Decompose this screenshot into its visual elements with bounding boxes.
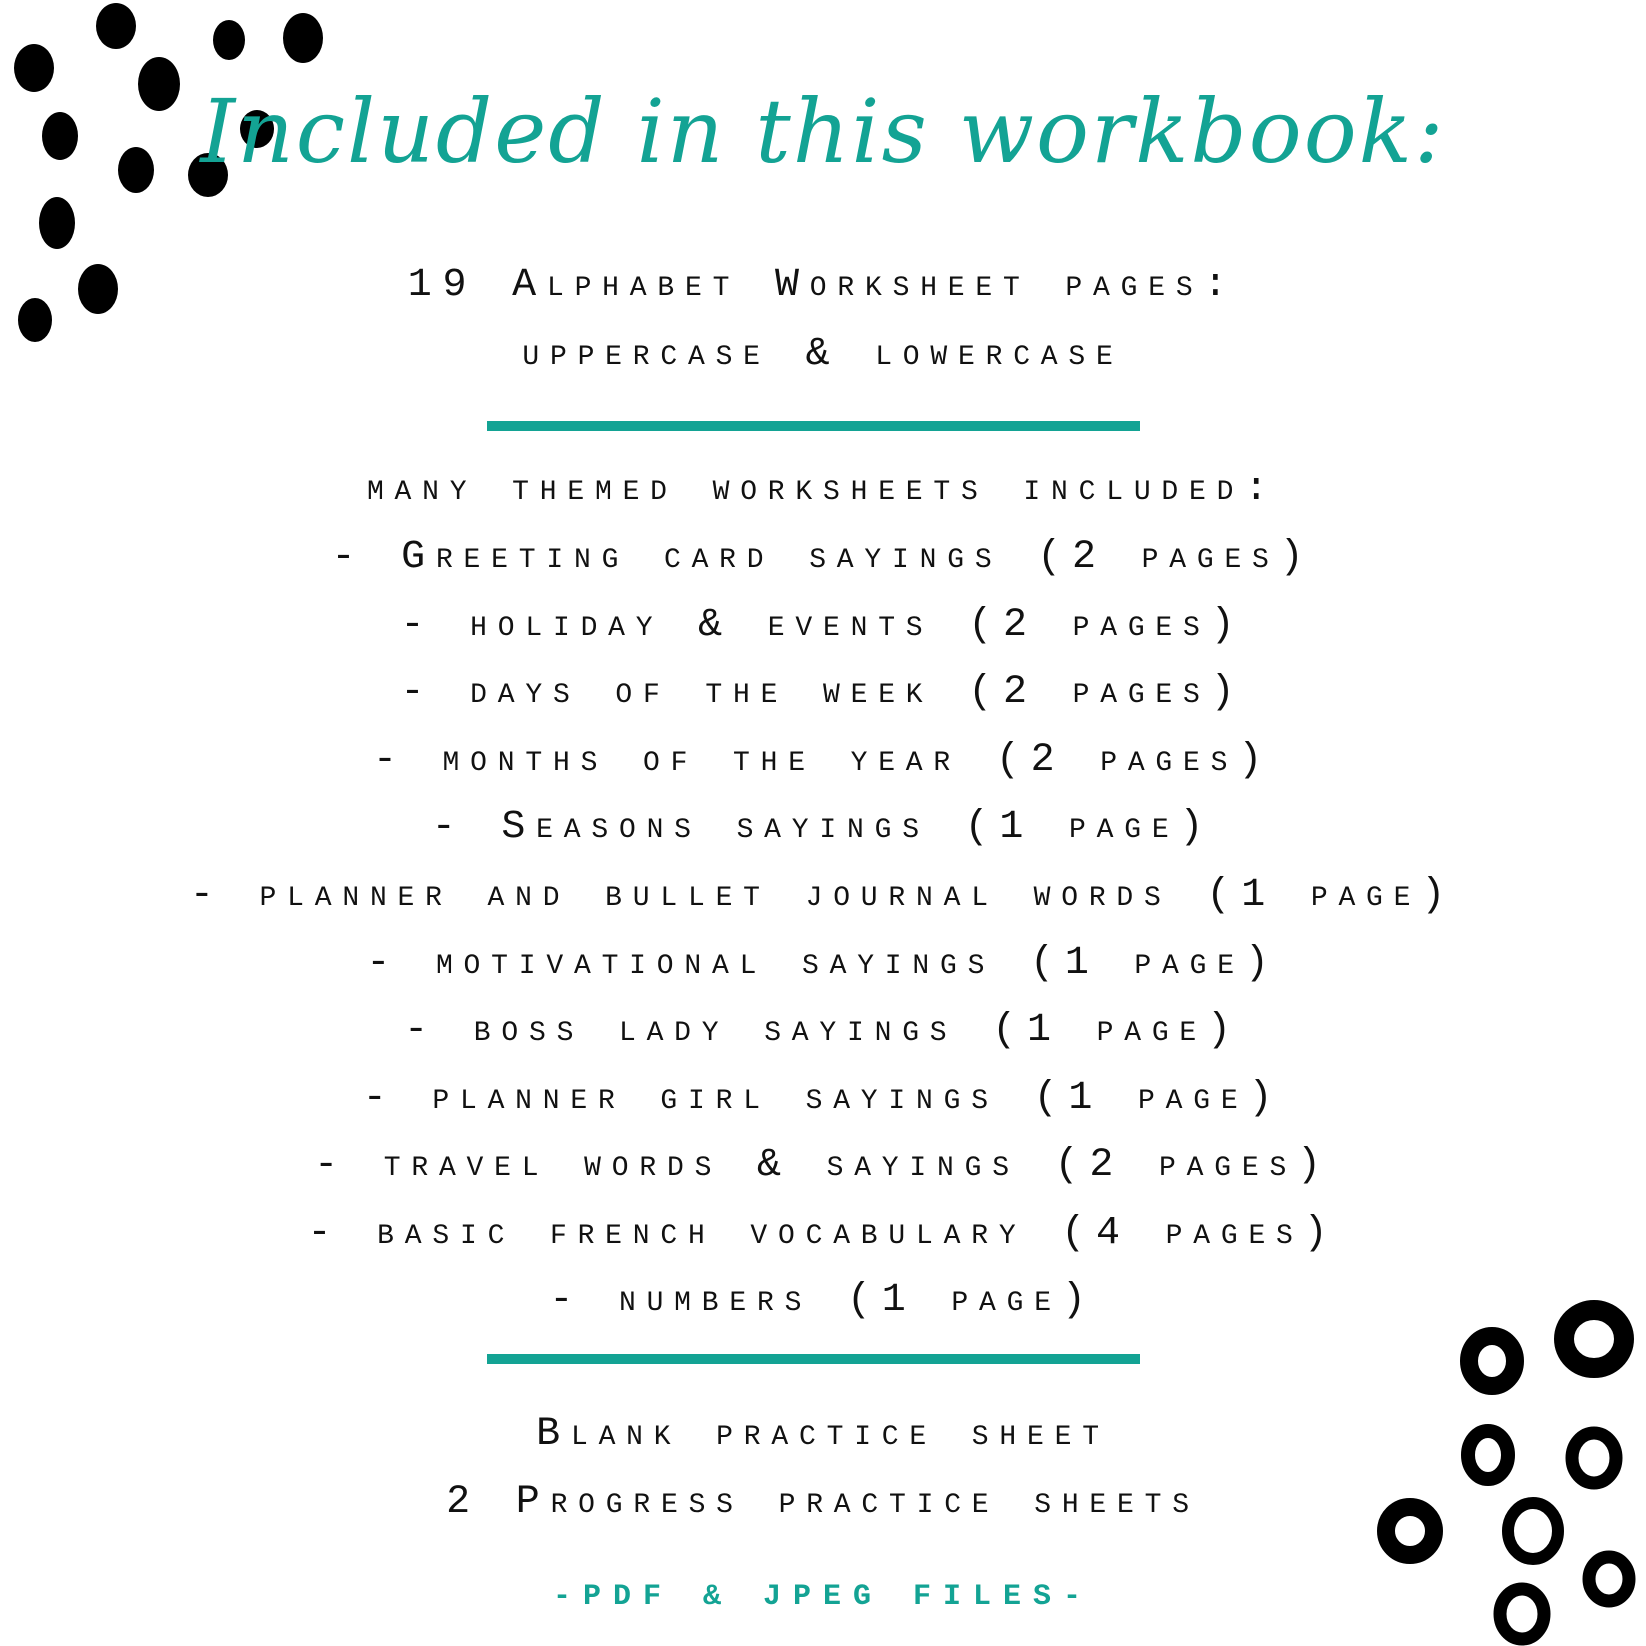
extra-line-2: 2 Progress practice sheets <box>446 1480 1200 1525</box>
themed-item: - planner and bullet journal words (1 page) <box>189 873 1457 918</box>
page-title: Included in this workbook: <box>200 80 1446 183</box>
divider-top <box>487 421 1140 431</box>
themed-item: - days of the week (2 pages) <box>400 670 1246 715</box>
file-formats: -PDF & JPEG FILES- <box>552 1580 1094 1614</box>
themed-item: - basic french vocabulary (4 pages) <box>307 1211 1339 1256</box>
intro-line-1: 19 Alphabet Worksheet pages: <box>407 263 1239 308</box>
divider-bottom <box>487 1354 1140 1364</box>
themed-item: - motivational sayings (1 page) <box>366 941 1280 986</box>
themed-item: - Seasons sayings (1 page) <box>431 805 1215 850</box>
themed-item: - boss lady sayings (1 page) <box>404 1008 1242 1053</box>
extra-line-1: Blank practice sheet <box>536 1412 1110 1457</box>
themed-item: - planner girl sayings (1 page) <box>362 1076 1284 1121</box>
themed-item: - holiday & events (2 pages) <box>400 603 1246 648</box>
themed-item: - Greeting card sayings (2 pages) <box>331 535 1315 580</box>
intro-line-2: uppercase & lowercase <box>522 332 1124 377</box>
themed-heading: many themed worksheets included: <box>366 467 1280 512</box>
themed-item: - travel words & sayings (2 pages) <box>314 1143 1332 1188</box>
themed-item: - numbers (1 page) <box>549 1278 1097 1323</box>
themed-item: - months of the year (2 pages) <box>372 738 1274 783</box>
